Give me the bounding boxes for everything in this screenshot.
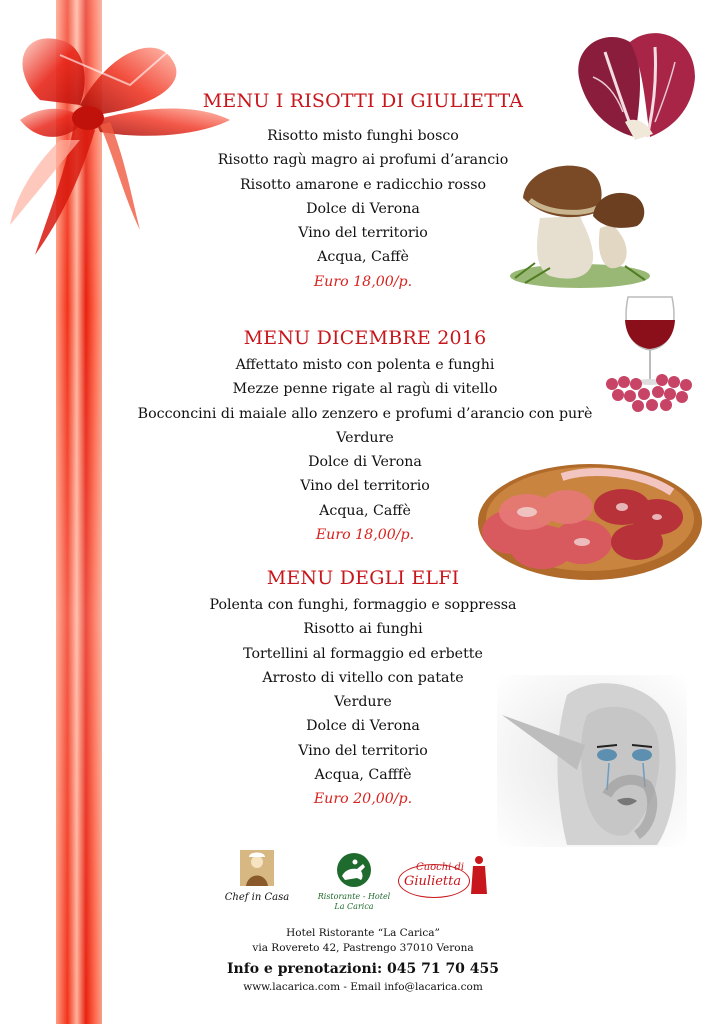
menu-item: Acqua, Caffè bbox=[319, 502, 411, 519]
cuochi-label-1: Cuochi di bbox=[416, 862, 465, 873]
chef-illustration-icon bbox=[238, 848, 276, 888]
chef-in-casa-label: Chef in Casa bbox=[224, 892, 290, 903]
wine-and-grapes-image bbox=[600, 292, 695, 417]
menu-price: Euro 18,00/p. bbox=[313, 273, 413, 290]
menu-item: Dolce di Verona bbox=[306, 718, 420, 735]
website-email: www.lacarica.com - Email info@lacarica.com bbox=[243, 981, 483, 993]
menu-risotti bbox=[196, 90, 530, 294]
menu-item: Dolce di Verona bbox=[306, 200, 420, 217]
menu-price: Euro 20,00/p. bbox=[313, 791, 413, 808]
menu-price: Euro 18,00/p. bbox=[315, 527, 415, 544]
chef-in-casa-logo bbox=[222, 848, 292, 910]
menu-item: Arrosto di vitello con patate bbox=[262, 669, 464, 686]
menu-item: Risotto misto funghi bosco bbox=[267, 128, 459, 144]
menu-item: Vino del territorio bbox=[298, 225, 428, 242]
menu-item: Acqua, Caffè bbox=[317, 249, 409, 266]
footer-contacts bbox=[200, 926, 526, 995]
menu-elfi bbox=[196, 567, 530, 812]
cured-meats-platter-image bbox=[472, 447, 707, 587]
radicchio-image bbox=[565, 22, 705, 142]
hotel-name: Hotel Ristorante “La Carica” bbox=[286, 927, 440, 939]
cuochi-di-giulietta-logo bbox=[398, 852, 490, 902]
menu-title: MENU DICEMBRE 2016 bbox=[243, 327, 487, 349]
menu-item: Tortellini al formaggio ed erbette bbox=[243, 645, 483, 662]
la-carica-logo bbox=[306, 852, 402, 918]
menu-item: Verdure bbox=[334, 694, 392, 711]
menu-item: Risotto amarone e radicchio rosso bbox=[239, 176, 487, 193]
menu-item: Vino del territorio bbox=[300, 478, 430, 495]
menu-item: Acqua, Cafffè bbox=[314, 767, 412, 784]
hotel-address: via Rovereto 42, Pastrengo 37010 Verona bbox=[252, 942, 474, 954]
menu-item: Bocconcini di maiale allo zenzero e profumi d’arancio con purè bbox=[137, 405, 593, 422]
booking-phone: Info e prenotazioni: 045 71 70 455 bbox=[226, 961, 500, 977]
menu-item: Mezze penne rigate al ragù di vitello bbox=[232, 381, 498, 398]
porcini-mushrooms-image bbox=[505, 158, 655, 293]
elf-portrait-image bbox=[497, 675, 687, 847]
menu-title: MENU I RISOTTI DI GIULIETTA bbox=[202, 90, 524, 112]
menu-item: Verdure bbox=[336, 429, 394, 446]
la-carica-label-1: Ristorante - Hotel bbox=[317, 892, 391, 901]
menu-title: MENU DEGLI ELFI bbox=[266, 567, 460, 589]
la-carica-label-2: La Carica bbox=[334, 902, 374, 911]
menu-item: Affettato misto con polenta e funghi bbox=[235, 357, 495, 373]
menu-item: Risotto ragù magro ai profumi d’arancio bbox=[217, 152, 509, 169]
horse-rider-icon bbox=[333, 852, 375, 888]
menu-item: Risotto ai funghi bbox=[303, 621, 423, 638]
chef-figure-icon bbox=[470, 854, 488, 896]
menu-item: Vino del territorio bbox=[298, 742, 428, 759]
menu-item: Dolce di Verona bbox=[308, 454, 422, 471]
cuochi-label-2: Giulietta bbox=[404, 874, 462, 889]
menu-item: Polenta con funghi, formaggio e soppressa bbox=[209, 597, 517, 613]
